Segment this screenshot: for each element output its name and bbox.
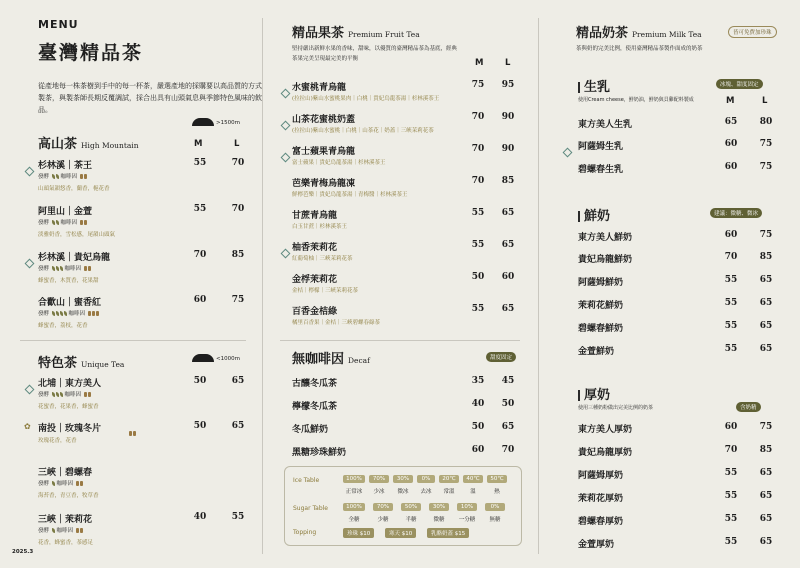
price-m: 55 xyxy=(193,204,207,214)
mountain-icon xyxy=(192,354,214,362)
price-m: 60 xyxy=(724,139,738,149)
col-header-l: L xyxy=(505,58,511,68)
menu-item-name: 貴妃烏龍鮮奶 xyxy=(578,255,633,265)
menu-item-name: 三峽｜茉莉花 xyxy=(38,515,93,525)
price-l: 65 xyxy=(759,491,773,501)
menu-item-notes: 海苔香，青豆香，牧草香 xyxy=(38,493,99,499)
price-m: 70 xyxy=(724,252,738,262)
price-m: 60 xyxy=(724,162,738,172)
main-title: 臺灣精品茶 xyxy=(38,42,144,64)
price-m: 60 xyxy=(193,295,207,305)
ice-option[interactable]: 50℃ xyxy=(487,475,507,483)
menu-item-name: 碧螺春厚奶 xyxy=(578,517,624,527)
ice-option-label: 微冰 xyxy=(397,489,409,495)
price-m: 55 xyxy=(724,298,738,308)
menu-item-name: 碧螺春鮮奶 xyxy=(578,324,624,334)
section-title-text: 精品奶茶 xyxy=(576,26,629,41)
topping-option[interactable]: 乳酪奶蓋 $15 xyxy=(427,528,469,538)
menu-item-name: 杉林溪｜貴妃烏龍 xyxy=(38,253,111,263)
sugar-option[interactable]: 100% xyxy=(343,503,365,511)
menu-item-name: 古釀冬瓜茶 xyxy=(292,379,338,389)
price-l: 60 xyxy=(501,272,515,282)
menu-item-name: 阿薩姆生乳 xyxy=(578,142,624,152)
price-m: 70 xyxy=(471,144,485,154)
col-header-m: M xyxy=(475,58,484,68)
menu-item-notes: 玫瑰花香，花香 xyxy=(38,438,77,444)
price-m: 55 xyxy=(471,240,485,250)
menu-item-tags: 發酵 咖啡因 xyxy=(38,390,91,398)
price-l: 50 xyxy=(501,399,515,409)
price-l: 65 xyxy=(759,275,773,285)
price-m: 50 xyxy=(193,376,207,386)
menu-item-name: 黑糖珍珠鮮奶 xyxy=(292,448,347,458)
price-l: 45 xyxy=(501,376,515,386)
price-l: 95 xyxy=(501,80,515,90)
price-l: 90 xyxy=(501,144,515,154)
flavor-diamond-icon xyxy=(282,146,289,165)
sugar-table-label: Sugar Table xyxy=(293,505,328,512)
flavor-diamond-icon xyxy=(564,141,571,160)
menu-item-name: 三峽｜碧螺春 xyxy=(38,468,93,478)
price-l: 90 xyxy=(501,112,515,122)
intro-text: 從產地每一株茶樹到手中的每一杯茶，嚴選產地的採購要以高品質的方式製茶，與製茶師長期反覆調試，採合出具有山頭氣息與季節特色風味的飲品。 xyxy=(38,82,262,114)
topping-option[interactable]: 珍珠 $10 xyxy=(343,528,374,538)
column-right xyxy=(556,0,782,568)
subsection-title-raw-milk xyxy=(578,76,610,95)
price-m: 40 xyxy=(193,512,207,522)
price-m: 75 xyxy=(471,80,485,90)
price-m: 60 xyxy=(471,445,485,455)
menu-item-name: 南投｜玫瑰冬片 xyxy=(38,424,102,434)
price-m: 55 xyxy=(724,321,738,331)
menu-item-tags: 發酵 咖啡因 xyxy=(38,526,83,534)
price-l: 65 xyxy=(759,321,773,331)
price-m: 70 xyxy=(471,112,485,122)
column-divider xyxy=(538,18,539,554)
ice-table-label: Ice Table xyxy=(293,477,320,484)
ice-option-label: 去冰 xyxy=(420,489,432,495)
altitude-label: <1000m xyxy=(216,356,240,362)
menu-item-notes: 白玉甘蔗｜杉林溪茶王 xyxy=(292,224,348,230)
menu-item-tags: 發酵 咖啡因 xyxy=(38,264,91,272)
section-title-text: 無咖啡因 xyxy=(292,352,345,367)
menu-item-notes: 鮮檸芭樂｜貴妃烏龍茶湯｜青梅醬｜杉林溪茶王 xyxy=(292,192,408,198)
price-l: 65 xyxy=(759,344,773,354)
recommend-badge: 建議：微糖、微冰 xyxy=(710,208,762,218)
price-m: 70 xyxy=(471,176,485,186)
footer-date: 2025.3 xyxy=(12,549,34,555)
menu-item-notes: 花蜜香，花果香，蜂蜜香 xyxy=(38,404,99,410)
caffeine-cups-icon xyxy=(128,423,136,442)
menu-item-name: 甘蔗青烏龍 xyxy=(292,211,338,221)
menu-item-name: 阿里山｜金萱 xyxy=(38,207,93,217)
menu-item-name: 山茶花蜜桃奶蓋 xyxy=(292,115,356,125)
menu-item-name: 北埔｜東方美人 xyxy=(38,379,102,389)
subsection-description: 使用三種奶粉做出完美比例的奶茶 xyxy=(578,405,654,411)
flavor-diamond-icon xyxy=(282,242,289,261)
section-description: 堅持嚴出新鮮水果的香味，甜味，以優質的臺灣精品茶為基底，經典茶果完美呈現最完美的平衡 xyxy=(292,46,458,62)
caffeine-label: 咖啡因 xyxy=(64,266,82,272)
section-title-text: 精品果茶 xyxy=(292,26,345,41)
creamer-badge: 含奶精 xyxy=(736,402,761,412)
menu-item-name: 東方美人厚奶 xyxy=(578,425,633,435)
price-l: 65 xyxy=(759,298,773,308)
price-m: 50 xyxy=(471,272,485,282)
price-m: 55 xyxy=(724,514,738,524)
menu-item-name: 阿薩姆厚奶 xyxy=(578,471,624,481)
price-l: 80 xyxy=(759,117,773,127)
flavor-diamond-icon xyxy=(282,82,289,101)
caffeine-label: 咖啡因 xyxy=(56,528,74,534)
section-title-en: Premium Milk Tea xyxy=(632,30,702,39)
caffeine-label: 咖啡因 xyxy=(60,220,78,226)
menu-item-name: 金萱厚奶 xyxy=(578,540,615,550)
altitude-label: >1500m xyxy=(216,120,240,126)
price-m: 70 xyxy=(193,250,207,260)
menu-item-tags: 發酵 咖啡因 xyxy=(38,309,99,317)
menu-item-tags: 發酵 咖啡因 xyxy=(38,172,87,180)
price-m: 65 xyxy=(724,117,738,127)
price-m: 55 xyxy=(193,158,207,168)
price-m: 55 xyxy=(724,275,738,285)
sugar-option-label: 無糖 xyxy=(489,517,501,523)
price-l: 85 xyxy=(759,445,773,455)
menu-item-tags: 發酵 咖啡因 xyxy=(38,479,83,487)
flavor-diamond-icon xyxy=(282,114,289,133)
ice-option-label: 熱 xyxy=(494,489,500,495)
price-l: 85 xyxy=(501,176,515,186)
col-header-l: L xyxy=(762,96,768,106)
sugar-option-label: 半糖 xyxy=(405,517,417,523)
menu-item-name: 芭樂青梅烏龍凍 xyxy=(292,179,356,189)
menu-item-notes: 蜂蜜香，木質香，花果甜 xyxy=(38,278,99,284)
price-m: 35 xyxy=(471,376,485,386)
subsection-title-thick-milk xyxy=(578,384,610,403)
caffeine-label: 咖啡因 xyxy=(68,311,86,317)
section-title-text: 特色茶 xyxy=(38,356,78,371)
topping-label: Topping xyxy=(293,529,317,536)
menu-item-name: 杉林溪｜茶王 xyxy=(38,161,93,171)
subsection-description: 使用Cream cheese，鮮奶油，鮮奶與貝雞配料製成 xyxy=(578,97,694,103)
price-m: 55 xyxy=(724,344,738,354)
ice-option-label: 溫 xyxy=(470,489,476,495)
section-title-en: Unique Tea xyxy=(81,360,125,369)
menu-item-notes: 富士蘋果｜貴妃烏龍茶湯｜杉林溪茶王 xyxy=(292,160,386,166)
sugar-fixed-badge: 甜度固定 xyxy=(486,352,516,362)
menu-item-notes: (拉拉山)紫山水蜜桃果肉｜白桃｜貴妃烏龍茶湯｜杉林溪茶王 xyxy=(292,96,440,102)
price-m: 60 xyxy=(724,230,738,240)
menu-item-name: 水蜜桃青烏龍 xyxy=(292,83,347,93)
menu-item-name: 阿薩姆鮮奶 xyxy=(578,278,624,288)
price-l: 75 xyxy=(231,295,245,305)
menu-item-tags: 發酵 咖啡因 xyxy=(38,218,87,226)
menu-item-name: 百香金桔綠 xyxy=(292,307,338,317)
caffeine-label: 咖啡因 xyxy=(64,392,82,398)
section-title-en: High Mountain xyxy=(81,141,139,150)
price-l: 70 xyxy=(231,158,245,168)
menu-item-name: 貴妃烏龍厚奶 xyxy=(578,448,633,458)
menu-item-notes: (拉拉山)紫山水蜜桃｜白桃｜山茶花｜奶蓋｜三峽茉莉花茶 xyxy=(292,128,434,134)
sugar-option-label: 少糖 xyxy=(377,517,389,523)
ice-option[interactable]: 30% xyxy=(393,475,413,483)
sugar-option[interactable]: 10% xyxy=(457,503,477,511)
price-l: 85 xyxy=(231,250,245,260)
sugar-option[interactable]: 70% xyxy=(373,503,393,511)
section-title-fruit xyxy=(292,22,420,41)
section-title-milk-tea xyxy=(576,22,702,41)
fixed-ice-sugar-badge: 冰塊、甜度固定 xyxy=(716,79,763,89)
price-m: 50 xyxy=(471,422,485,432)
menu-word: MENU xyxy=(38,18,79,31)
menu-item-name: 金萱鮮奶 xyxy=(578,347,615,357)
price-l: 65 xyxy=(501,208,515,218)
menu-item-name: 柚香茉莉花 xyxy=(292,243,338,253)
sugar-option[interactable]: 50% xyxy=(401,503,421,511)
flower-icon: ✿ xyxy=(24,422,31,431)
price-l: 65 xyxy=(759,514,773,524)
menu-item-name: 金桴茉莉花 xyxy=(292,275,338,285)
menu-item-name: 碧螺春生乳 xyxy=(578,165,624,175)
price-m: 70 xyxy=(724,445,738,455)
price-l: 65 xyxy=(501,304,515,314)
menu-item-notes: 蜂蜜香，荔枝，花香 xyxy=(38,323,88,329)
section-title-decaf xyxy=(292,348,370,367)
menu-item-name: 檸檬冬瓜茶 xyxy=(292,402,338,412)
ice-option[interactable]: 40℃ xyxy=(463,475,483,483)
menu-item-name: 東方美人鮮奶 xyxy=(578,233,633,243)
ice-option[interactable]: 20℃ xyxy=(439,475,459,483)
subsection-title-text: 鮮奶 xyxy=(584,209,611,224)
column-middle xyxy=(280,0,520,568)
price-m: 50 xyxy=(193,421,207,431)
price-l: 75 xyxy=(759,422,773,432)
menu-item-notes: 山頭氣韻悠香，蘭香，梔花香 xyxy=(38,186,110,192)
price-l: 70 xyxy=(231,204,245,214)
ice-option[interactable]: 70% xyxy=(369,475,389,483)
sugar-option-label: 全糖 xyxy=(348,517,360,523)
section-title-en: Decaf xyxy=(348,356,370,365)
section-title-high-mountain xyxy=(38,133,139,152)
caffeine-label: 咖啡因 xyxy=(60,174,78,180)
ice-option-label: 正常冰 xyxy=(345,489,363,495)
sugar-option[interactable]: 30% xyxy=(429,503,449,511)
menu-item-notes: 花香，蜂蜜香，茶感足 xyxy=(38,540,94,546)
price-m: 55 xyxy=(724,468,738,478)
section-divider xyxy=(280,340,520,341)
flavor-diamond-icon xyxy=(26,252,33,271)
sugar-option-label: 微糖 xyxy=(433,517,445,523)
flavor-diamond-icon xyxy=(26,378,33,397)
sugar-option-label: 一分糖 xyxy=(458,517,476,523)
section-divider xyxy=(20,340,246,341)
price-l: 55 xyxy=(231,512,245,522)
price-l: 85 xyxy=(759,252,773,262)
options-table xyxy=(284,466,522,546)
price-l: 65 xyxy=(759,468,773,478)
price-l: 75 xyxy=(759,139,773,149)
topping-option[interactable]: 寒天 $10 xyxy=(385,528,416,538)
price-l: 70 xyxy=(501,445,515,455)
menu-item-notes: 淡雅奶香，雪松感，尾韻山頭氣 xyxy=(38,232,116,238)
col-header-m: M xyxy=(726,96,735,106)
menu-item-name: 合歡山｜蜜香紅 xyxy=(38,298,102,308)
price-l: 65 xyxy=(231,376,245,386)
section-title-text: 高山茶 xyxy=(38,137,78,152)
price-m: 40 xyxy=(471,399,485,409)
menu-item-name: 富士蘋果青烏龍 xyxy=(292,147,356,157)
section-title-unique xyxy=(38,352,124,371)
price-m: 60 xyxy=(724,422,738,432)
ice-option[interactable]: 0% xyxy=(417,475,435,483)
ice-option-label: 常溫 xyxy=(443,489,455,495)
subsection-title-text: 厚奶 xyxy=(584,388,611,403)
price-m: 55 xyxy=(724,537,738,547)
free-pearl-badge: 皆可免費加珍珠 xyxy=(728,26,777,38)
section-title-en: Premium Fruit Tea xyxy=(348,30,420,39)
subsection-title-fresh-milk xyxy=(578,205,610,224)
price-l: 65 xyxy=(759,537,773,547)
caffeine-label: 咖啡因 xyxy=(56,481,74,487)
mountain-icon xyxy=(192,118,214,126)
col-header-l: L xyxy=(234,139,240,149)
price-m: 55 xyxy=(471,304,485,314)
menu-item-notes: 金桔｜檸檬｜三峽茉莉花茶 xyxy=(292,288,359,294)
section-description: 茶與奶的完美比例，使用臺灣精品茶製作面成的奶茶 xyxy=(576,46,703,52)
subsection-title-text: 生乳 xyxy=(584,80,611,95)
menu-item-notes: 紅葡萄柚｜三峽茉莉花茶 xyxy=(292,256,353,262)
price-l: 65 xyxy=(231,421,245,431)
menu-item-name: 東方美人生乳 xyxy=(578,120,633,130)
price-m: 55 xyxy=(724,491,738,501)
sugar-option[interactable]: 0% xyxy=(485,503,505,511)
ice-option-label: 少冰 xyxy=(373,489,385,495)
menu-item-notes: 橘里百香果｜金桔｜三峽碧螺春綠茶 xyxy=(292,320,381,326)
ice-option[interactable]: 100% xyxy=(343,475,365,483)
menu-item-name: 茉莉花鮮奶 xyxy=(578,301,624,311)
menu-item-name: 茉莉花厚奶 xyxy=(578,494,624,504)
price-l: 65 xyxy=(501,240,515,250)
price-l: 65 xyxy=(501,422,515,432)
menu-item-name: 冬瓜鮮奶 xyxy=(292,425,329,435)
col-header-m: M xyxy=(194,139,203,149)
price-l: 75 xyxy=(759,230,773,240)
column-left xyxy=(12,0,262,568)
flavor-diamond-icon xyxy=(26,160,33,179)
price-l: 75 xyxy=(759,162,773,172)
price-m: 55 xyxy=(471,208,485,218)
